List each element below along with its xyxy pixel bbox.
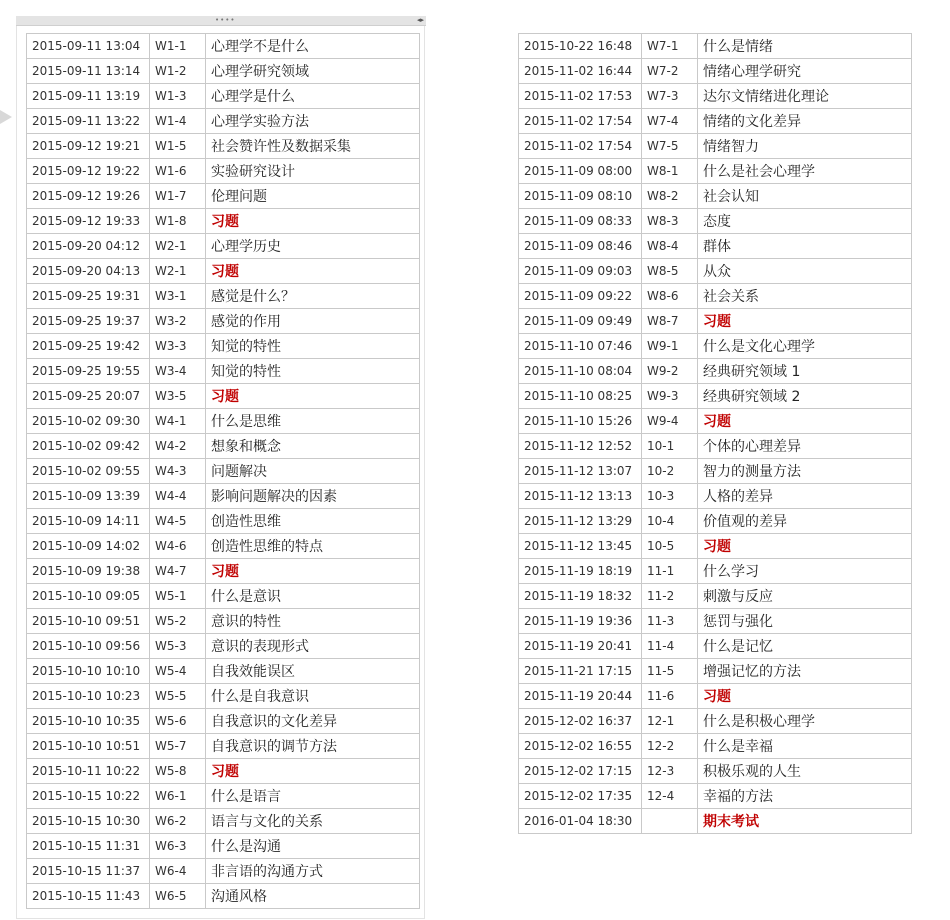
lecture-code-cell: W1-1	[150, 34, 206, 59]
table-row	[27, 584, 420, 609]
table-row	[519, 109, 912, 134]
lecture-title-cell: 语言与文化的关系	[206, 809, 420, 834]
lecture-title-cell: 习题	[206, 759, 420, 784]
table-row	[27, 459, 420, 484]
lecture-title-cell: 群体	[698, 234, 912, 259]
table-row	[27, 634, 420, 659]
lecture-code-cell: W9-4	[642, 409, 698, 434]
lecture-title-cell: 习题	[698, 309, 912, 334]
lecture-title-cell: 问题解决	[206, 459, 420, 484]
table-row	[519, 309, 912, 334]
table-row	[519, 34, 912, 59]
lecture-title-cell: 知觉的特性	[206, 359, 420, 384]
lecture-date-cell: 2015-11-21 17:15	[519, 659, 642, 684]
lecture-code-cell: W7-2	[642, 59, 698, 84]
lecture-title-cell: 智力的测量方法	[698, 459, 912, 484]
lecture-code-cell: W8-2	[642, 184, 698, 209]
table-row	[519, 259, 912, 284]
lecture-code-cell: W7-1	[642, 34, 698, 59]
lecture-date-cell: 2015-09-20 04:13	[27, 259, 150, 284]
table-row	[27, 384, 420, 409]
table-row	[519, 284, 912, 309]
lecture-title-cell: 自我意识的文化差异	[206, 709, 420, 734]
table-row	[519, 234, 912, 259]
lecture-title-cell: 习题	[206, 209, 420, 234]
lecture-title-cell: 社会赞许性及数据采集	[206, 134, 420, 159]
lecture-code-cell: W1-3	[150, 84, 206, 109]
lecture-date-cell: 2015-11-12 12:52	[519, 434, 642, 459]
lecture-code-cell: W3-4	[150, 359, 206, 384]
lecture-date-cell: 2015-09-11 13:19	[27, 84, 150, 109]
lecture-code-cell: 11-5	[642, 659, 698, 684]
table-row	[519, 184, 912, 209]
lecture-code-cell: W4-5	[150, 509, 206, 534]
table-row	[27, 609, 420, 634]
lecture-date-cell: 2015-09-20 04:12	[27, 234, 150, 259]
lecture-title-cell: 习题	[206, 259, 420, 284]
lecture-code-cell: W6-3	[150, 834, 206, 859]
lecture-code-cell: W3-2	[150, 309, 206, 334]
lecture-code-cell: W6-2	[150, 809, 206, 834]
table-row	[27, 184, 420, 209]
lecture-title-cell: 沟通风格	[206, 884, 420, 909]
lecture-date-cell: 2015-10-02 09:55	[27, 459, 150, 484]
lecture-date-cell: 2015-09-25 19:55	[27, 359, 150, 384]
lecture-date-cell: 2015-11-19 20:41	[519, 634, 642, 659]
table-row	[27, 834, 420, 859]
table-row	[27, 759, 420, 784]
table-row	[519, 84, 912, 109]
lecture-title-cell: 感觉的作用	[206, 309, 420, 334]
lecture-title-cell: 习题	[698, 684, 912, 709]
lecture-date-cell: 2015-10-02 09:30	[27, 409, 150, 434]
lecture-title-cell: 社会认知	[698, 184, 912, 209]
lecture-title-cell: 情绪心理学研究	[698, 59, 912, 84]
table-row	[27, 559, 420, 584]
lecture-date-cell: 2015-10-09 14:02	[27, 534, 150, 559]
lecture-title-cell: 感觉是什么？	[206, 284, 420, 309]
lecture-title-cell: 非言语的沟通方式	[206, 859, 420, 884]
lecture-date-cell: 2015-10-10 10:51	[27, 734, 150, 759]
table-row	[519, 334, 912, 359]
lecture-code-cell: W5-1	[150, 584, 206, 609]
lecture-title-cell: 态度	[698, 209, 912, 234]
lecture-code-cell: W1-6	[150, 159, 206, 184]
lecture-code-cell: W8-5	[642, 259, 698, 284]
lecture-date-cell: 2015-09-25 19:37	[27, 309, 150, 334]
lecture-code-cell: 12-4	[642, 784, 698, 809]
lecture-code-cell: W3-5	[150, 384, 206, 409]
lecture-title-cell: 伦理问题	[206, 184, 420, 209]
lecture-title-cell: 积极乐观的人生	[698, 759, 912, 784]
lecture-code-cell: 11-2	[642, 584, 698, 609]
lecture-date-cell: 2015-10-15 10:30	[27, 809, 150, 834]
lecture-title-cell: 心理学实验方法	[206, 109, 420, 134]
lecture-date-cell: 2015-10-09 13:39	[27, 484, 150, 509]
lecture-code-cell: W4-6	[150, 534, 206, 559]
lecture-date-cell: 2015-11-12 13:29	[519, 509, 642, 534]
table-row	[27, 484, 420, 509]
lecture-code-cell: W3-3	[150, 334, 206, 359]
table-row	[519, 734, 912, 759]
lecture-title-cell: 什么是沟通	[206, 834, 420, 859]
table-row	[27, 684, 420, 709]
table-row	[27, 209, 420, 234]
table-row	[27, 859, 420, 884]
lecture-title-cell: 想象和概念	[206, 434, 420, 459]
lecture-code-cell: 11-4	[642, 634, 698, 659]
lecture-code-cell: W5-3	[150, 634, 206, 659]
lecture-date-cell: 2015-11-09 09:22	[519, 284, 642, 309]
lecture-title-cell: 习题	[698, 534, 912, 559]
table-row	[27, 259, 420, 284]
lecture-title-cell: 习题	[698, 409, 912, 434]
lecture-code-cell: W9-1	[642, 334, 698, 359]
lecture-title-cell: 什么是自我意识	[206, 684, 420, 709]
table-row	[519, 209, 912, 234]
table-row	[519, 384, 912, 409]
table-row	[27, 434, 420, 459]
table-row	[27, 884, 420, 909]
lecture-code-cell: W5-4	[150, 659, 206, 684]
lecture-date-cell: 2016-01-04 18:30	[519, 809, 642, 834]
lecture-date-cell: 2015-11-02 16:44	[519, 59, 642, 84]
lecture-code-cell: W5-6	[150, 709, 206, 734]
lecture-date-cell: 2015-09-12 19:26	[27, 184, 150, 209]
lecture-code-cell: 12-1	[642, 709, 698, 734]
table-row	[519, 759, 912, 784]
lecture-code-cell: W9-3	[642, 384, 698, 409]
lecture-date-cell: 2015-10-10 09:05	[27, 584, 150, 609]
table-row	[27, 409, 420, 434]
lecture-title-cell: 人格的差异	[698, 484, 912, 509]
lecture-date-cell: 2015-09-12 19:33	[27, 209, 150, 234]
lecture-date-cell: 2015-11-19 19:36	[519, 609, 642, 634]
lecture-code-cell: W6-4	[150, 859, 206, 884]
lecture-date-cell: 2015-10-15 10:22	[27, 784, 150, 809]
table-row	[519, 409, 912, 434]
table-row	[519, 709, 912, 734]
table-row	[519, 784, 912, 809]
lecture-date-cell: 2015-09-11 13:22	[27, 109, 150, 134]
lecture-code-cell: 11-6	[642, 684, 698, 709]
lecture-title-cell: 从众	[698, 259, 912, 284]
lecture-code-cell: W7-4	[642, 109, 698, 134]
panel-splitter[interactable]	[16, 16, 426, 26]
lecture-code-cell: W5-8	[150, 759, 206, 784]
lecture-date-cell: 2015-10-15 11:31	[27, 834, 150, 859]
lecture-code-cell: 10-3	[642, 484, 698, 509]
table-row	[519, 59, 912, 84]
lecture-date-cell: 2015-11-09 08:10	[519, 184, 642, 209]
lecture-code-cell: W4-7	[150, 559, 206, 584]
lecture-title-cell: 心理学历史	[206, 234, 420, 259]
lecture-title-cell: 价值观的差异	[698, 509, 912, 534]
lecture-title-cell: 自我效能误区	[206, 659, 420, 684]
lecture-code-cell: 12-2	[642, 734, 698, 759]
lecture-title-cell: 期末考试	[698, 809, 912, 834]
table-row	[519, 584, 912, 609]
lecture-code-cell: 10-2	[642, 459, 698, 484]
table-row	[519, 509, 912, 534]
table-row	[519, 559, 912, 584]
lecture-title-cell: 创造性思维	[206, 509, 420, 534]
lecture-code-cell: W7-3	[642, 84, 698, 109]
lecture-date-cell: 2015-10-09 14:11	[27, 509, 150, 534]
table-row	[27, 809, 420, 834]
lecture-title-cell: 习题	[206, 559, 420, 584]
table-row	[519, 359, 912, 384]
lecture-title-cell: 什么学习	[698, 559, 912, 584]
lecture-title-cell: 达尔文情绪进化理论	[698, 84, 912, 109]
table-row	[27, 234, 420, 259]
lecture-date-cell: 2015-10-15 11:43	[27, 884, 150, 909]
table-row	[519, 809, 912, 834]
lecture-date-cell: 2015-11-19 18:32	[519, 584, 642, 609]
lecture-code-cell: W1-7	[150, 184, 206, 209]
lecture-title-cell: 心理学是什么	[206, 84, 420, 109]
grip-dots-icon[interactable]: ••••	[215, 16, 236, 24]
lecture-code-cell: W8-6	[642, 284, 698, 309]
table-row	[27, 334, 420, 359]
lecture-title-cell: 幸福的方法	[698, 784, 912, 809]
lecture-date-cell: 2015-09-25 20:07	[27, 384, 150, 409]
lecture-date-cell: 2015-09-12 19:21	[27, 134, 150, 159]
table-row	[27, 734, 420, 759]
lecture-code-cell: W4-2	[150, 434, 206, 459]
lecture-date-cell: 2015-11-09 09:03	[519, 259, 642, 284]
lecture-title-cell: 心理学研究领域	[206, 59, 420, 84]
lecture-code-cell: W1-2	[150, 59, 206, 84]
lecture-date-cell: 2015-11-10 08:25	[519, 384, 642, 409]
lecture-code-cell	[642, 809, 698, 834]
lecture-date-cell: 2015-10-10 09:56	[27, 634, 150, 659]
lecture-date-cell: 2015-10-10 10:35	[27, 709, 150, 734]
table-row	[519, 459, 912, 484]
lecture-code-cell: 11-3	[642, 609, 698, 634]
lecture-title-cell: 什么是积极心理学	[698, 709, 912, 734]
table-row	[519, 609, 912, 634]
lecture-code-cell: W5-5	[150, 684, 206, 709]
table-row	[27, 34, 420, 59]
lecture-date-cell: 2015-10-11 10:22	[27, 759, 150, 784]
lecture-title-cell: 影响问题解决的因素	[206, 484, 420, 509]
table-row	[27, 59, 420, 84]
lecture-date-cell: 2015-10-10 10:10	[27, 659, 150, 684]
lecture-date-cell: 2015-10-10 09:51	[27, 609, 150, 634]
lecture-title-cell: 刺激与反应	[698, 584, 912, 609]
lecture-code-cell: W8-3	[642, 209, 698, 234]
lecture-code-cell: W5-7	[150, 734, 206, 759]
table-row	[27, 284, 420, 309]
table-row	[519, 684, 912, 709]
schedule-table-left	[26, 33, 420, 909]
lecture-date-cell: 2015-10-02 09:42	[27, 434, 150, 459]
lecture-date-cell: 2015-11-09 08:33	[519, 209, 642, 234]
lecture-title-cell: 意识的特性	[206, 609, 420, 634]
lecture-date-cell: 2015-09-25 19:42	[27, 334, 150, 359]
lecture-code-cell: 10-5	[642, 534, 698, 559]
lecture-date-cell: 2015-10-09 19:38	[27, 559, 150, 584]
lecture-date-cell: 2015-09-25 19:31	[27, 284, 150, 309]
table-row	[519, 484, 912, 509]
lecture-title-cell: 情绪智力	[698, 134, 912, 159]
lecture-code-cell: W3-1	[150, 284, 206, 309]
left-right-arrows-icon[interactable]: ◂▸	[416, 16, 424, 24]
table-row	[27, 509, 420, 534]
table-row	[27, 784, 420, 809]
schedule-table-right	[518, 33, 912, 834]
lecture-title-cell: 什么是社会心理学	[698, 159, 912, 184]
lecture-title-cell: 经典研究领域 2	[698, 384, 912, 409]
lecture-date-cell: 2015-11-10 07:46	[519, 334, 642, 359]
lecture-code-cell: W1-5	[150, 134, 206, 159]
lecture-date-cell: 2015-10-22 16:48	[519, 34, 642, 59]
table-row	[519, 134, 912, 159]
lecture-date-cell: 2015-11-12 13:13	[519, 484, 642, 509]
lecture-title-cell: 意识的表现形式	[206, 634, 420, 659]
table-row	[519, 434, 912, 459]
lecture-code-cell: W7-5	[642, 134, 698, 159]
lecture-title-cell: 个体的心理差异	[698, 434, 912, 459]
lecture-title-cell: 实验研究设计	[206, 159, 420, 184]
lecture-title-cell: 什么是幸福	[698, 734, 912, 759]
lecture-date-cell: 2015-12-02 17:15	[519, 759, 642, 784]
lecture-title-cell: 什么是思维	[206, 409, 420, 434]
table-row	[27, 359, 420, 384]
lecture-code-cell: 10-4	[642, 509, 698, 534]
lecture-date-cell: 2015-11-19 18:19	[519, 559, 642, 584]
lecture-date-cell: 2015-10-15 11:37	[27, 859, 150, 884]
lecture-code-cell: W9-2	[642, 359, 698, 384]
lecture-code-cell: W4-1	[150, 409, 206, 434]
lecture-date-cell: 2015-11-02 17:53	[519, 84, 642, 109]
table-row	[519, 634, 912, 659]
table-row	[519, 534, 912, 559]
lecture-title-cell: 社会关系	[698, 284, 912, 309]
table-row	[27, 709, 420, 734]
lecture-code-cell: W5-2	[150, 609, 206, 634]
lecture-date-cell: 2015-10-10 10:23	[27, 684, 150, 709]
lecture-date-cell: 2015-11-12 13:45	[519, 534, 642, 559]
lecture-code-cell: W2-1	[150, 234, 206, 259]
lecture-date-cell: 2015-12-02 17:35	[519, 784, 642, 809]
table-row	[27, 134, 420, 159]
table-row	[27, 534, 420, 559]
lecture-code-cell: 11-1	[642, 559, 698, 584]
table-row	[27, 659, 420, 684]
lecture-code-cell: W8-1	[642, 159, 698, 184]
lecture-title-cell: 什么是语言	[206, 784, 420, 809]
lecture-date-cell: 2015-11-10 08:04	[519, 359, 642, 384]
lecture-date-cell: 2015-09-11 13:04	[27, 34, 150, 59]
lecture-date-cell: 2015-11-19 20:44	[519, 684, 642, 709]
lecture-code-cell: W4-4	[150, 484, 206, 509]
lecture-code-cell: W2-1	[150, 259, 206, 284]
lecture-code-cell: W1-8	[150, 209, 206, 234]
lecture-code-cell: W6-1	[150, 784, 206, 809]
lecture-date-cell: 2015-09-11 13:14	[27, 59, 150, 84]
lecture-title-cell: 创造性思维的特点	[206, 534, 420, 559]
lecture-title-cell: 自我意识的调节方法	[206, 734, 420, 759]
lecture-date-cell: 2015-11-09 09:49	[519, 309, 642, 334]
lecture-date-cell: 2015-09-12 19:22	[27, 159, 150, 184]
lecture-date-cell: 2015-11-12 13:07	[519, 459, 642, 484]
lecture-title-cell: 习题	[206, 384, 420, 409]
lecture-title-cell: 什么是记忆	[698, 634, 912, 659]
lecture-title-cell: 增强记忆的方法	[698, 659, 912, 684]
lecture-date-cell: 2015-11-09 08:00	[519, 159, 642, 184]
lecture-code-cell: 12-3	[642, 759, 698, 784]
lecture-date-cell: 2015-12-02 16:37	[519, 709, 642, 734]
lecture-date-cell: 2015-11-02 17:54	[519, 134, 642, 159]
lecture-code-cell: 10-1	[642, 434, 698, 459]
lecture-title-cell: 什么是文化心理学	[698, 334, 912, 359]
lecture-code-cell: W6-5	[150, 884, 206, 909]
lecture-title-cell: 情绪的文化差异	[698, 109, 912, 134]
table-row	[27, 109, 420, 134]
lecture-title-cell: 经典研究领域 1	[698, 359, 912, 384]
lecture-code-cell: W4-3	[150, 459, 206, 484]
table-row	[27, 309, 420, 334]
lecture-title-cell: 心理学不是什么	[206, 34, 420, 59]
lecture-date-cell: 2015-11-10 15:26	[519, 409, 642, 434]
lecture-title-cell: 什么是情绪	[698, 34, 912, 59]
lecture-title-cell: 惩罚与强化	[698, 609, 912, 634]
table-row	[519, 659, 912, 684]
lecture-code-cell: W8-4	[642, 234, 698, 259]
lecture-date-cell: 2015-11-02 17:54	[519, 109, 642, 134]
lecture-date-cell: 2015-12-02 16:55	[519, 734, 642, 759]
table-row	[27, 84, 420, 109]
lecture-date-cell: 2015-11-09 08:46	[519, 234, 642, 259]
lecture-title-cell: 知觉的特性	[206, 334, 420, 359]
table-row	[519, 159, 912, 184]
table-row	[27, 159, 420, 184]
expand-tab-icon[interactable]	[0, 110, 12, 124]
lecture-title-cell: 什么是意识	[206, 584, 420, 609]
lecture-code-cell: W8-7	[642, 309, 698, 334]
lecture-code-cell: W1-4	[150, 109, 206, 134]
